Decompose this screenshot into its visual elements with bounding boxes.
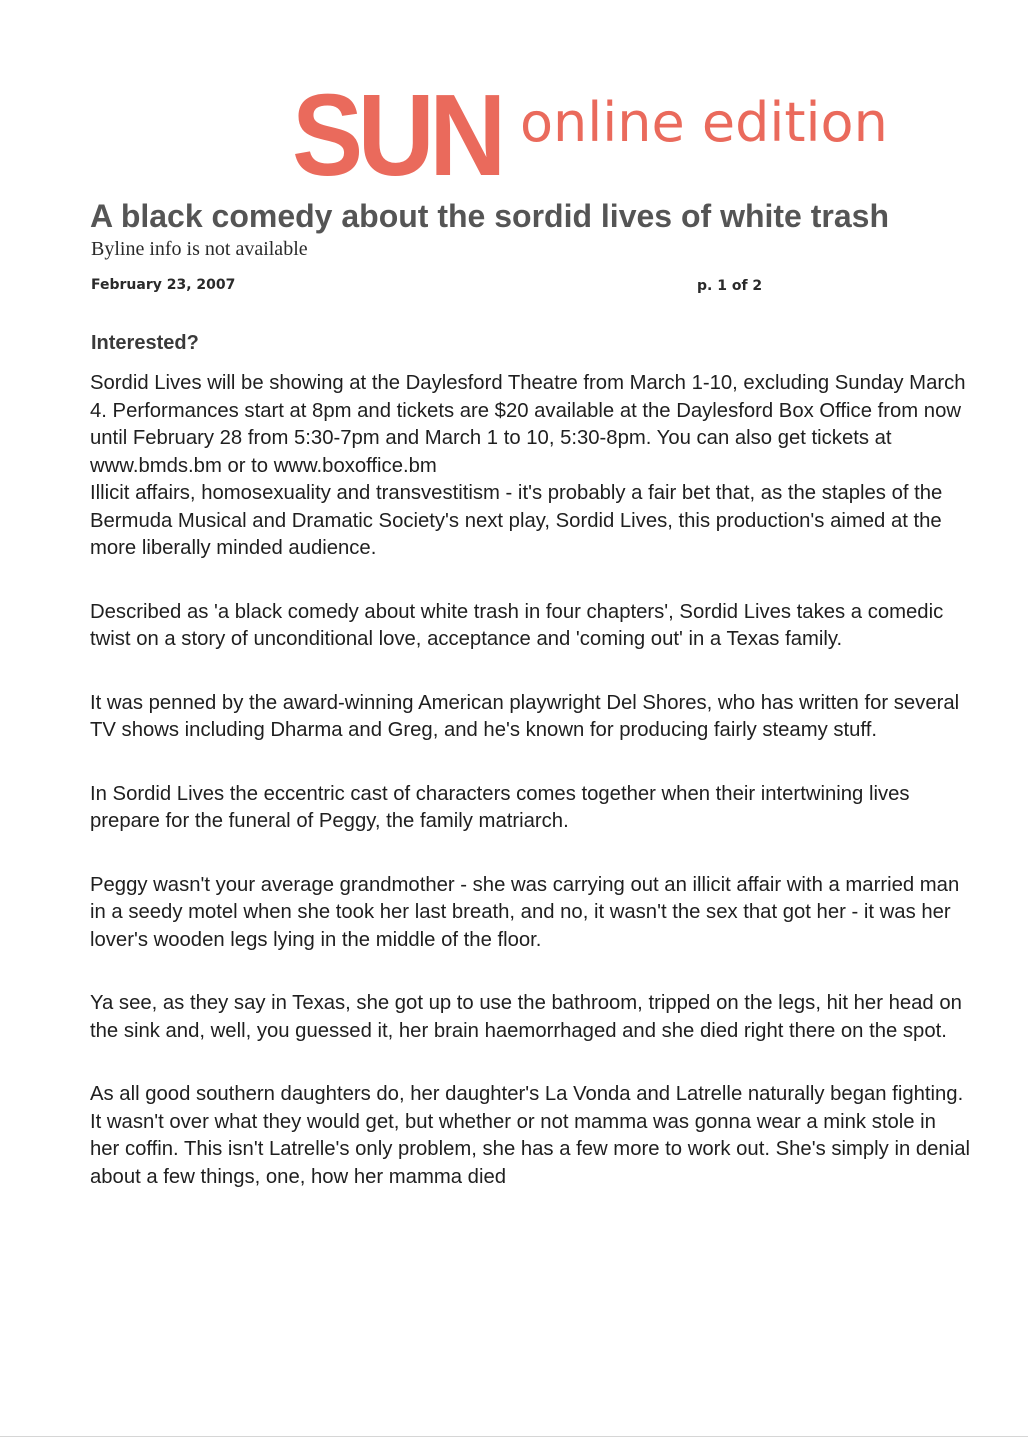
page-number: p. 1 of 2 [697,278,763,294]
article-paragraph: Ya see, as they say in Texas, she got up to use the bathroom, tripped on the legs, hit her head on the sink and, well, you guessed it, her brain haemorrhaged and she died right there on the spot. [90,992,962,1042]
article-paragraph: In Sordid Lives the eccentric cast of characters comes together when their intertwining lives prepare for the funeral of Peggy, the family matriarch. [90,782,910,832]
article-paragraph: Described as 'a black comedy about white trash in four chapters', Sordid Lives takes a comedic twist on a story of unconditional love, acceptance and 'coming out' in a Texas family. [90,600,944,650]
article-paragraph: Peggy wasn't your average grandmother - she was carrying out an illicit affair with a married man in a seedy motel when she took her last breath, and no, it wasn't the sex that got her - it was her lover's wooden legs lying in the middle of the floor. [90,873,960,951]
page-bottom-edge [0,1436,1028,1437]
article-body [90,370,970,1191]
sun-logo: SUN [292,70,501,200]
article-date: February 23, 2007 [91,277,236,293]
article-paragraph: It was penned by the award-winning American playwright Del Shores, who has written for several TV shows including Dharma and Greg, and he's known for producing fairly steamy stuff. [90,691,960,741]
article-byline: Byline info is not available [91,238,308,260]
online-edition-label: online edition [520,91,888,154]
article-paragraph: Illicit affairs, homosexuality and transvestitism - it's probably a fair bet that, as the staples of the Bermuda Musical and Dramatic Society's next play, Sordid Lives, this production's aimed at the more liberally minded audience. [90,482,943,559]
article-headline: A black comedy about the sordid lives of white trash [90,198,889,234]
section-heading: Interested? [91,332,199,354]
article-paragraph: As all good southern daughters do, her daughter's La Vonda and Latrelle naturally began fighting. It wasn't over what they would get, but whether or not mamma was gonna wear a mink stole in her coffin. This isn't Latrelle's only problem, she has a few more to work out. She's simply in denial about a few things, one, how her mamma died [90,1083,970,1188]
event-info-paragraph: Sordid Lives will be showing at the Daylesford Theatre from March 1-10, excluding Sunday March 4. Performances start at 8pm and tickets are $20 available at the Daylesford Box Office from now until February 28 from 5:30-7pm and March 1 to 10, 5:30-8pm. You can also get tickets at www.bmds.bm or to www.boxoffice.bm [90,372,966,477]
